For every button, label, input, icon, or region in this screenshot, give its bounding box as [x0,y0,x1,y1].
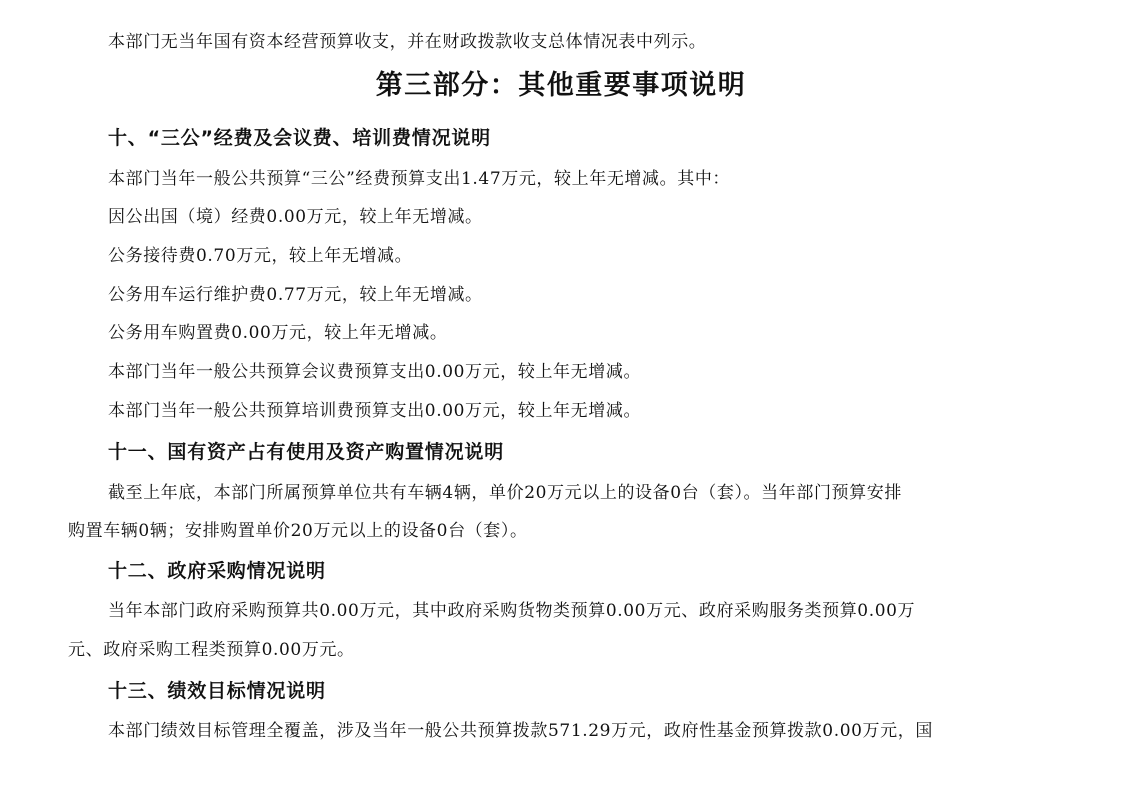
section-10-heading: 十、“三公”经费及会议费、培训费情况说明 [108,127,491,149]
section-11-paragraph-line-2: 购置车辆0辆；安排购置单价20万元以上的设备0台（套）。 [68,521,528,541]
section-13-heading: 十三、绩效目标情况说明 [108,680,326,702]
section-10-line-5: 公务用车购置费0.00万元，较上年无增减。 [108,323,448,343]
section-10-line-7: 本部门当年一般公共预算培训费预算支出0.00万元，较上年无增减。 [108,401,642,421]
section-10-line-2: 因公出国（境）经费0.00万元，较上年无增减。 [108,207,483,227]
section-12-heading: 十二、政府采购情况说明 [108,560,326,582]
section-11-paragraph-line-1: 截至上年底，本部门所属预算单位共有车辆4辆，单价20万元以上的设备0台（套）。当年部门预算安排 [108,483,902,503]
section-11-heading: 十一、国有资产占有使用及资产购置情况说明 [108,441,505,463]
part-title: 第三部分：其他重要事项说明 [375,70,747,101]
section-10-line-1: 本部门当年一般公共预算“三公”经费预算支出1.47万元，较上年无增减。其中： [108,169,731,189]
section-10-line-6: 本部门当年一般公共预算会议费预算支出0.00万元，较上年无增减。 [108,362,642,382]
intro-line: 本部门无当年国有资本经营预算收支，并在财政拨款收支总体情况表中列示。 [108,32,707,52]
section-10-line-3: 公务接待费0.70万元，较上年无增减。 [108,246,413,266]
section-13-paragraph-line-1: 本部门绩效目标管理全覆盖，涉及当年一般公共预算拨款571.29万元，政府性基金预算拨款0.00万元，国 [108,721,933,741]
section-12-paragraph-line-2: 元、政府采购工程类预算0.00万元。 [68,640,355,660]
section-12-paragraph-line-1: 当年本部门政府采购预算共0.00万元，其中政府采购货物类预算0.00万元、政府采购服务类预算0.00万 [108,601,916,621]
section-10-line-4: 公务用车运行维护费0.77万元，较上年无增减。 [108,285,483,305]
